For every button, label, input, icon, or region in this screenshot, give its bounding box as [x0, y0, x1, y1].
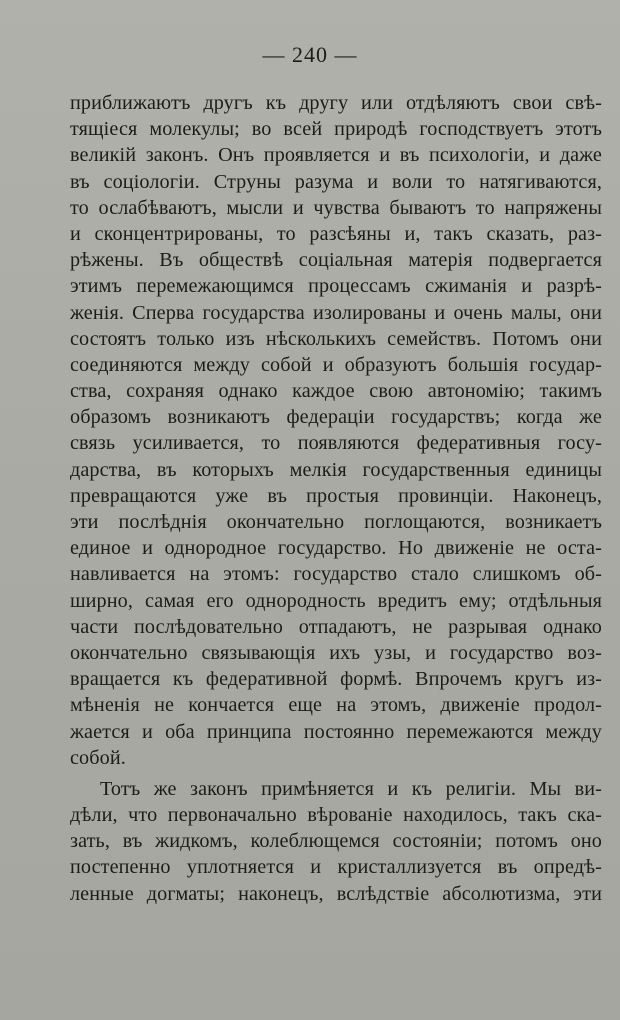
page-number: — 240 —: [262, 42, 358, 67]
text-line: состоятъ только изъ нѣсколькихъ семействъ. Потомъ они: [70, 327, 602, 350]
text-line: въ соціологіи. Струны разума и воли то натягиваются,: [70, 170, 602, 193]
text-line: дарства, въ которыхъ мелкія государственныя единицы: [70, 458, 602, 481]
text-line: образомъ возникаютъ федераціи государствъ; когда же: [70, 406, 602, 429]
text-line: женія. Сперва государства изолированы и очень малы, они: [70, 301, 602, 324]
text-line: жается и оба принципа постоянно перемежаются между: [70, 720, 602, 743]
text-line: собой.: [70, 746, 126, 769]
text-line: части послѣдовательно отпадаютъ, не разрывая однако: [70, 615, 602, 638]
text-line: ширно, самая его однородность вредитъ ему; отдѣльныя: [70, 589, 602, 612]
text-line: то ослабѣваютъ, мысли и чувства бываютъ то напряжены: [70, 196, 602, 219]
text-line: зать, въ жидкомъ, колеблющемся состояніи; потомъ оно: [70, 830, 602, 853]
text-line: тящіеся молекулы; во всей природѣ господствуетъ этотъ: [70, 118, 602, 141]
text-line: единое и однородное государство. Но движеніе не оста-: [70, 537, 602, 560]
body-text: [70, 90, 602, 907]
paragraph-1: [70, 90, 602, 771]
text-line: этимъ перемежающимся процессамъ сжиманія и разрѣ-: [70, 275, 602, 298]
text-line: постепенно уплотняется и кристаллизуется въ опредѣ-: [70, 856, 602, 879]
text-line: вращается къ федеративной формѣ. Впрочемъ кругъ из-: [70, 668, 602, 691]
paragraph-2: [70, 776, 602, 907]
text-line: великій законъ. Онъ проявляется и въ психологіи, и даже: [70, 144, 602, 167]
text-line: превращаются уже въ простыя провинціи. Наконецъ,: [70, 484, 602, 507]
text-line: мѣненія не кончается еще на этомъ, движеніе продол-: [70, 694, 602, 717]
text-line: рѣжены. Въ обществѣ соціальная матерія подвергается: [70, 249, 602, 272]
text-line: ства, сохраняя однако каждое свою автономію; такимъ: [70, 380, 602, 403]
text-line: связь усиливается, то появляются федеративныя госу-: [70, 432, 602, 455]
text-line: окончательно связывающія ихъ узы, и государство воз-: [70, 641, 602, 664]
text-line: эти послѣднія окончательно поглощаются, возникаетъ: [70, 511, 602, 533]
text-line: Тотъ же законъ примѣняется и къ религіи. Мы ви-: [100, 777, 602, 800]
text-line: приближаютъ другъ къ другу или отдѣляютъ свои свѣ-: [70, 92, 602, 114]
text-line: навливается на этомъ: государство стало слишкомъ об-: [70, 563, 602, 586]
text-line: ленные догматы; наконецъ, вслѣдствіе абсолютизма, эти: [70, 882, 602, 905]
text-line: дѣли, что первоначально вѣрованіе находилось, такъ ска-: [70, 804, 602, 827]
text-line: соединяются между собой и образуютъ большія государ-: [70, 353, 602, 376]
text-line: и сконцентрированы, то разсѣяны и, такъ сказать, раз-: [70, 222, 602, 245]
